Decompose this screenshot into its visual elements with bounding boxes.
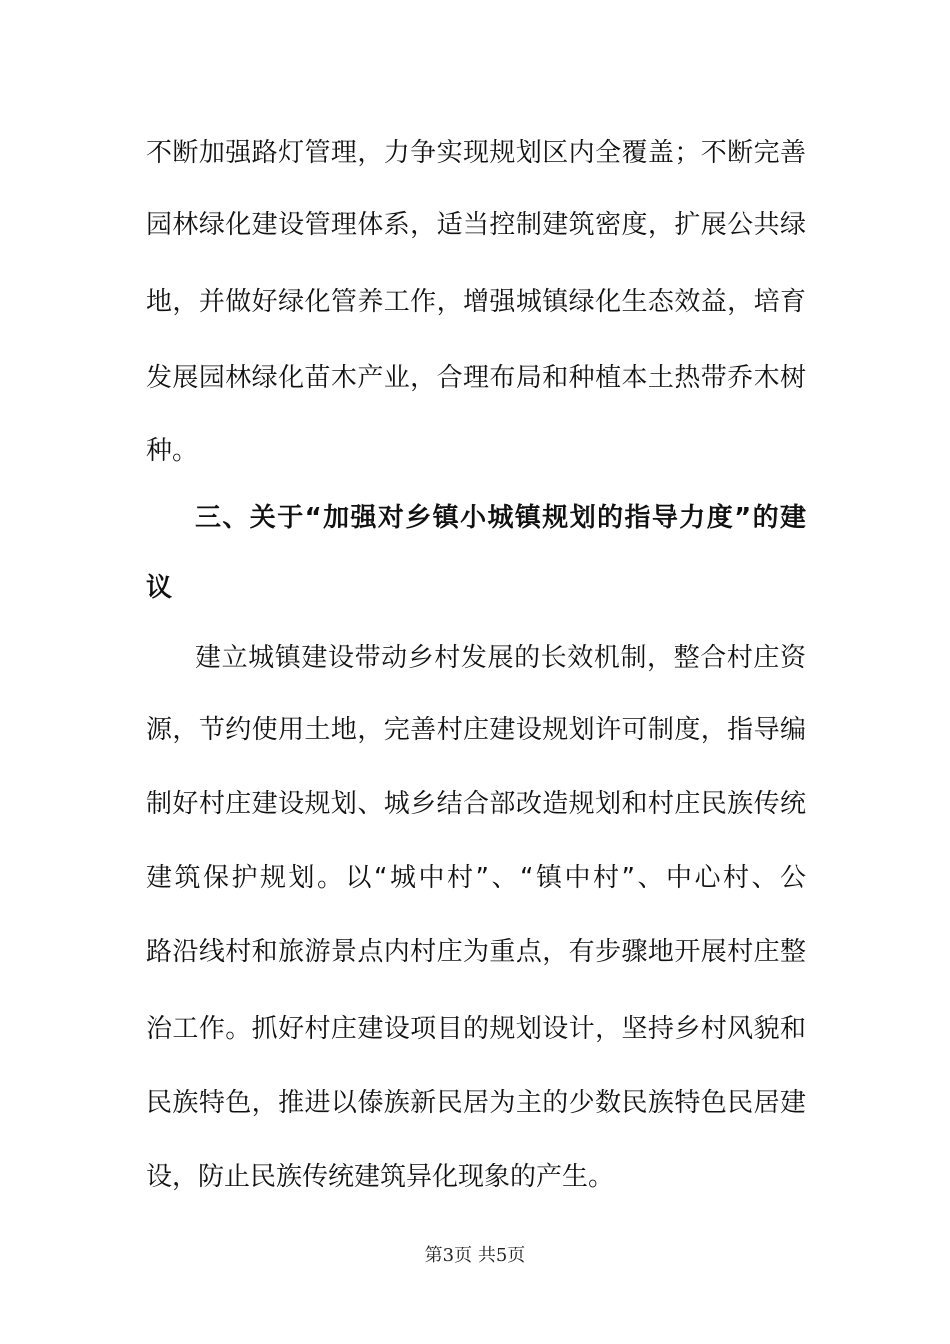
heading-line: 三、关于“加强对乡镇小城镇规划的指导力度”的建 [195, 503, 806, 533]
paragraph-line: 制好村庄建设规划、城乡结合部改造规划和村庄民族传统 [146, 789, 806, 819]
paragraph-line: 种。 [146, 436, 199, 466]
paragraph-line: 地，并做好绿化管养工作，增强城镇绿化生态效益，培育 [146, 287, 806, 317]
paragraph-line: 民族特色，推进以傣族新民居为主的少数民族特色民居建 [146, 1088, 806, 1118]
paragraph-line: 设，防止民族传统建筑异化现象的产生。 [146, 1162, 615, 1192]
paragraph-line: 路沿线村和旅游景点内村庄为重点，有步骤地开展村庄整 [146, 937, 806, 967]
paragraph-line: 源，节约使用土地，完善村庄建设规划许可制度，指导编 [146, 715, 806, 745]
heading-line: 议 [146, 573, 173, 603]
paragraph-line: 建立城镇建设带动乡村发展的长效机制，整合村庄资 [195, 643, 806, 673]
paragraph-line: 发展园林绿化苗木产业，合理布局和种植本土热带乔木树 [146, 363, 806, 393]
page-number: 第3页 共5页 [424, 1245, 526, 1266]
paragraph-line: 建筑保护规划。以“城中村”、“镇中村”、中心村、公 [146, 863, 806, 893]
paragraph-line: 不断加强路灯管理，力争实现规划区内全覆盖；不断完善 [146, 138, 806, 168]
paragraph-line: 园林绿化建设管理体系，适当控制建筑密度，扩展公共绿 [146, 210, 806, 240]
paragraph-line: 治工作。抓好村庄建设项目的规划设计，坚持乡村风貌和 [146, 1014, 806, 1044]
